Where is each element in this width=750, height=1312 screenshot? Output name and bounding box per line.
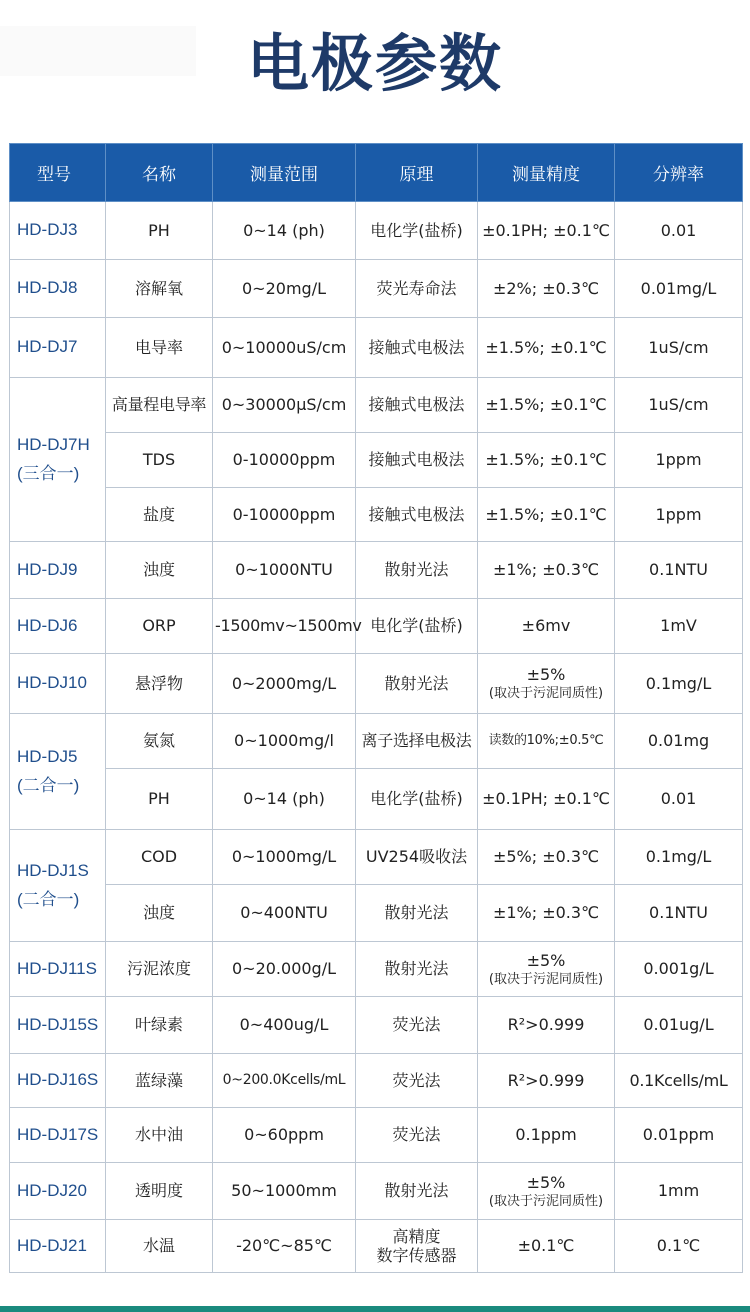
principle-cell: 电化学(盐桥) xyxy=(356,769,478,830)
range-cell: 0-10000ppm xyxy=(213,433,356,488)
name-cell: ORP xyxy=(106,599,213,654)
model-code: HD-DJ5 xyxy=(17,747,78,767)
header-range: 测量范围 xyxy=(213,144,356,202)
principle-cell: UV254吸收法 xyxy=(356,830,478,885)
range-cell: 0~400ug/L xyxy=(213,997,356,1054)
accuracy-cell: ±1.5%; ±0.1℃ xyxy=(478,378,615,433)
range-cell: 0~200.0Kcells/mL xyxy=(213,1054,356,1108)
table-row xyxy=(10,433,743,488)
table-row xyxy=(10,542,743,599)
resolution-cell: 1uS/cm xyxy=(615,378,743,433)
principle-cell: 散射光法 xyxy=(356,654,478,714)
header-model: 型号 xyxy=(10,144,106,202)
accuracy-note: (取决于污泥同质性) xyxy=(488,1193,604,1209)
accuracy-cell xyxy=(478,654,615,714)
accuracy-cell: ±1.5%; ±0.1℃ xyxy=(478,318,615,378)
accuracy-note: (取决于污泥同质性) xyxy=(488,971,604,987)
parameter-table xyxy=(9,143,743,1273)
table-row xyxy=(10,1108,743,1163)
range-cell: 0~1000mg/l xyxy=(213,714,356,769)
model-cell: HD-DJ9 xyxy=(10,542,106,599)
accuracy-cell: R²>0.999 xyxy=(478,997,615,1054)
accuracy-cell: ±1.5%; ±0.1℃ xyxy=(478,433,615,488)
resolution-cell: 0.1mg/L xyxy=(615,654,743,714)
accuracy-cell: 0.1ppm xyxy=(478,1108,615,1163)
accuracy-cell: 读数的10%;±0.5℃ xyxy=(478,714,615,769)
accuracy-value: ±5% xyxy=(526,1172,566,1192)
table-row xyxy=(10,378,743,433)
resolution-cell: 1mV xyxy=(615,599,743,654)
table-row xyxy=(10,1220,743,1273)
resolution-cell: 0.01ug/L xyxy=(615,997,743,1054)
principle-cell: 荧光法 xyxy=(356,1108,478,1163)
principle-cell: 接触式电极法 xyxy=(356,488,478,542)
principle-cell: 散射光法 xyxy=(356,1163,478,1220)
name-cell: 盐度 xyxy=(106,488,213,542)
name-cell: 电导率 xyxy=(106,318,213,378)
accuracy-cell: ±0.1PH; ±0.1℃ xyxy=(478,202,615,260)
accuracy-cell: ±0.1PH; ±0.1℃ xyxy=(478,769,615,830)
range-cell: 50~1000mm xyxy=(213,1163,356,1220)
name-cell: 叶绿素 xyxy=(106,997,213,1054)
accuracy-note: (取决于污泥同质性) xyxy=(488,686,604,702)
table-header-row xyxy=(10,144,743,202)
range-cell: 0~400NTU xyxy=(213,885,356,942)
footer-line xyxy=(0,1306,750,1312)
table-row xyxy=(10,1163,743,1220)
principle-cell: 散射光法 xyxy=(356,942,478,997)
page-title: 电极参数 xyxy=(246,27,503,100)
resolution-cell: 0.1NTU xyxy=(615,542,743,599)
name-cell: 污泥浓度 xyxy=(106,942,213,997)
principle-cell: 接触式电极法 xyxy=(356,318,478,378)
range-cell: 0~10000uS/cm xyxy=(213,318,356,378)
model-cell xyxy=(10,830,106,942)
range-cell: 0~20.000g/L xyxy=(213,942,356,997)
name-cell: 浊度 xyxy=(106,885,213,942)
accuracy-cell: ±5%; ±0.3℃ xyxy=(478,830,615,885)
name-cell: 高量程电导率 xyxy=(106,378,213,433)
resolution-cell: 1ppm xyxy=(615,488,743,542)
principle-cell: 散射光法 xyxy=(356,885,478,942)
resolution-cell: 0.01mg xyxy=(615,714,743,769)
table-row xyxy=(10,997,743,1054)
name-cell: 透明度 xyxy=(106,1163,213,1220)
model-cell: HD-DJ16S xyxy=(10,1054,106,1108)
range-cell: -1500mv~1500mv xyxy=(213,599,356,654)
table-row xyxy=(10,714,743,769)
resolution-cell: 0.01 xyxy=(615,202,743,260)
table-row xyxy=(10,830,743,885)
header-resolution: 分辨率 xyxy=(615,144,743,202)
principle-cell: 离子选择电极法 xyxy=(356,714,478,769)
model-cell: HD-DJ20 xyxy=(10,1163,106,1220)
model-cell: HD-DJ21 xyxy=(10,1220,106,1273)
resolution-cell: 0.001g/L xyxy=(615,942,743,997)
accuracy-value: ±5% xyxy=(526,950,566,970)
principle-cell: 散射光法 xyxy=(356,542,478,599)
range-cell: 0~1000mg/L xyxy=(213,830,356,885)
model-code: HD-DJ7H xyxy=(17,435,90,455)
accuracy-cell xyxy=(478,942,615,997)
name-cell: 水温 xyxy=(106,1220,213,1273)
range-cell: 0~20mg/L xyxy=(213,260,356,318)
model-cell: HD-DJ17S xyxy=(10,1108,106,1163)
accuracy-cell: ±1%; ±0.3℃ xyxy=(478,542,615,599)
range-cell: 0~30000μS/cm xyxy=(213,378,356,433)
table-row xyxy=(10,885,743,942)
model-cell: HD-DJ8 xyxy=(10,260,106,318)
range-cell: 0~2000mg/L xyxy=(213,654,356,714)
range-cell: 0~60ppm xyxy=(213,1108,356,1163)
table-row xyxy=(10,942,743,997)
resolution-cell: 0.1NTU xyxy=(615,885,743,942)
range-cell: 0~14 (ph) xyxy=(213,769,356,830)
table-row xyxy=(10,202,743,260)
table-row xyxy=(10,654,743,714)
resolution-cell: 0.01 xyxy=(615,769,743,830)
resolution-cell: 0.01mg/L xyxy=(615,260,743,318)
name-cell: 溶解氧 xyxy=(106,260,213,318)
range-cell: 0~1000NTU xyxy=(213,542,356,599)
name-cell: TDS xyxy=(106,433,213,488)
header-accuracy: 测量精度 xyxy=(478,144,615,202)
table-row xyxy=(10,260,743,318)
principle-cell: 荧光寿命法 xyxy=(356,260,478,318)
resolution-cell: 0.01ppm xyxy=(615,1108,743,1163)
principle-value: 高精度 xyxy=(392,1226,441,1246)
table-row xyxy=(10,769,743,830)
model-cell xyxy=(10,714,106,830)
name-cell: 蓝绿藻 xyxy=(106,1054,213,1108)
name-cell: PH xyxy=(106,769,213,830)
table-row xyxy=(10,488,743,542)
accuracy-cell: ±2%; ±0.3℃ xyxy=(478,260,615,318)
model-note: (三合一) xyxy=(17,463,80,483)
name-cell: PH xyxy=(106,202,213,260)
resolution-cell: 0.1mg/L xyxy=(615,830,743,885)
model-code: HD-DJ1S xyxy=(17,861,89,881)
principle-cell: 接触式电极法 xyxy=(356,378,478,433)
principle-cell: 荧光法 xyxy=(356,997,478,1054)
principle-cell: 电化学(盐桥) xyxy=(356,599,478,654)
principle-cell xyxy=(356,1220,478,1273)
table-row xyxy=(10,1054,743,1108)
range-cell: 0-10000ppm xyxy=(213,488,356,542)
name-cell: 悬浮物 xyxy=(106,654,213,714)
model-cell: HD-DJ7 xyxy=(10,318,106,378)
accuracy-cell: ±6mv xyxy=(478,599,615,654)
model-cell: HD-DJ11S xyxy=(10,942,106,997)
model-cell xyxy=(10,378,106,542)
name-cell: 浊度 xyxy=(106,542,213,599)
resolution-cell: 1mm xyxy=(615,1163,743,1220)
accuracy-value: ±5% xyxy=(526,665,566,685)
model-note: (二合一) xyxy=(17,889,80,909)
principle-cell: 荧光法 xyxy=(356,1054,478,1108)
name-cell: COD xyxy=(106,830,213,885)
model-cell: HD-DJ6 xyxy=(10,599,106,654)
accuracy-cell: R²>0.999 xyxy=(478,1054,615,1108)
model-note: (二合一) xyxy=(17,775,80,795)
accuracy-cell: ±0.1℃ xyxy=(478,1220,615,1273)
name-cell: 氨氮 xyxy=(106,714,213,769)
accuracy-cell xyxy=(478,1163,615,1220)
header-name: 名称 xyxy=(106,144,213,202)
principle-note: 数字传感器 xyxy=(376,1246,457,1265)
resolution-cell: 0.1Kcells/mL xyxy=(615,1054,743,1108)
accuracy-cell: ±1.5%; ±0.1℃ xyxy=(478,488,615,542)
range-cell: -20℃~85℃ xyxy=(213,1220,356,1273)
principle-cell: 接触式电极法 xyxy=(356,433,478,488)
table-row xyxy=(10,599,743,654)
header-principle: 原理 xyxy=(356,144,478,202)
table-row xyxy=(10,318,743,378)
resolution-cell: 1ppm xyxy=(615,433,743,488)
model-cell: HD-DJ10 xyxy=(10,654,106,714)
name-cell: 水中油 xyxy=(106,1108,213,1163)
model-cell: HD-DJ15S xyxy=(10,997,106,1054)
principle-cell: 电化学(盐桥) xyxy=(356,202,478,260)
range-cell: 0~14 (ph) xyxy=(213,202,356,260)
resolution-cell: 0.1℃ xyxy=(615,1220,743,1273)
model-cell: HD-DJ3 xyxy=(10,202,106,260)
resolution-cell: 1uS/cm xyxy=(615,318,743,378)
accuracy-cell: ±1%; ±0.3℃ xyxy=(478,885,615,942)
